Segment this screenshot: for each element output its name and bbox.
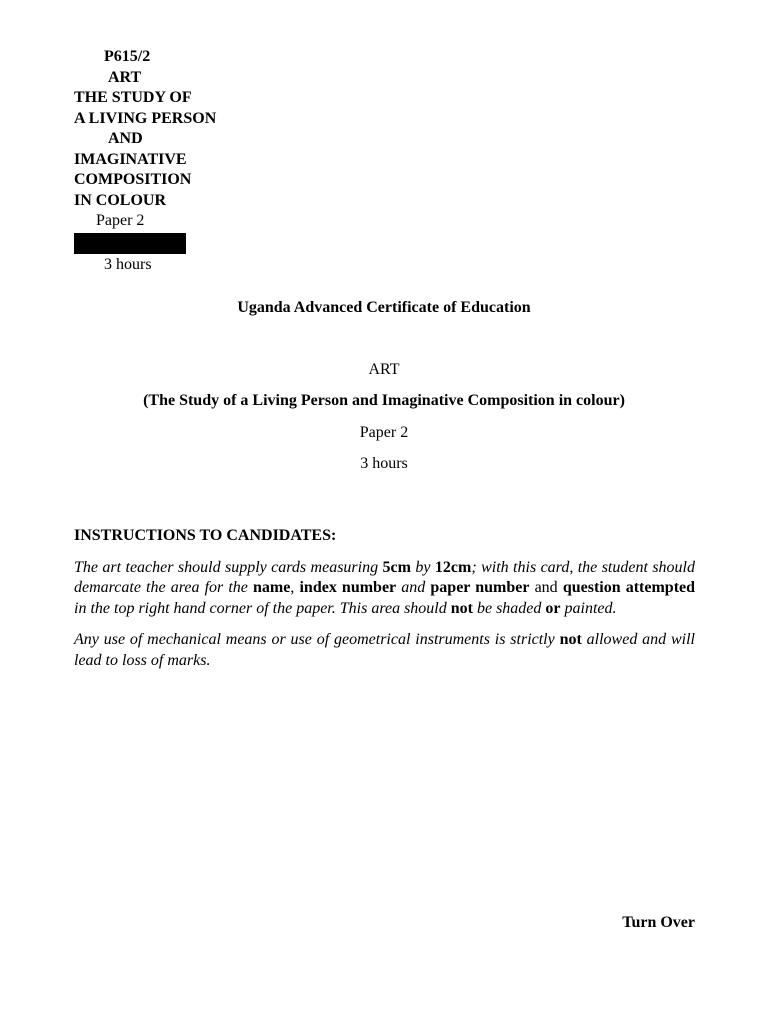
turn-over-label: Turn Over xyxy=(622,914,695,931)
instruction-text: allowed and will lead to loss of marks. xyxy=(74,631,696,669)
instruction-text: The art teacher should supply cards measuring xyxy=(74,558,383,576)
cover-title-line: IMAGINATIVE xyxy=(74,150,187,168)
cover-title-line: IN COLOUR xyxy=(74,191,167,209)
instruction-text: in the top right hand corner of the paper. This area should xyxy=(74,599,451,617)
instruction-emphasis: question attempted xyxy=(562,579,696,596)
instruction-text: and xyxy=(534,579,558,596)
instructions-heading: INSTRUCTIONS TO CANDIDATES: xyxy=(74,527,337,544)
instruction-text: by xyxy=(410,558,435,576)
main-duration: 3 hours xyxy=(360,455,408,472)
instruction-emphasis: 12cm xyxy=(434,558,472,576)
instruction-emphasis: index number xyxy=(299,579,397,596)
instruction-emphasis: not xyxy=(450,599,473,617)
cover-title-line: THE STUDY OF xyxy=(74,89,192,106)
cover-title-line: COMPOSITION xyxy=(74,171,192,188)
cover-paper: Paper 2 xyxy=(96,212,145,229)
instruction-text: , xyxy=(290,579,300,596)
instruction-text: be shaded xyxy=(472,599,546,617)
instruction-emphasis: or xyxy=(545,599,561,617)
cover-title-line: AND xyxy=(108,130,143,147)
main-paper: Paper 2 xyxy=(359,424,409,441)
instruction-text: and xyxy=(396,579,431,596)
cover-duration: 3 hours xyxy=(104,255,152,273)
instruction-emphasis: not xyxy=(559,631,582,648)
instruction-text: ; with this card, the student should demarcate the area for the xyxy=(74,558,695,596)
instructions-section xyxy=(74,526,695,671)
instruction-text: Any use of mechanical means or use of geometrical instruments is strictly xyxy=(74,631,560,648)
main-subtitle: (The Study of a Living Person and Imaginative Composition in colour) xyxy=(143,392,625,409)
instruction-paragraph xyxy=(74,558,695,620)
cover-subject: ART xyxy=(108,68,142,86)
cover-header xyxy=(74,47,294,275)
instruction-text: painted. xyxy=(560,599,617,617)
instruction-paragraph xyxy=(74,630,695,671)
main-subject: ART xyxy=(368,361,400,378)
instruction-emphasis: 5cm xyxy=(382,558,411,576)
redaction-bar xyxy=(283,328,485,349)
instruction-emphasis: paper number xyxy=(430,579,530,596)
cover-title-line: A LIVING PERSON xyxy=(74,109,217,127)
paper-code: P615/2 xyxy=(104,48,151,65)
board-title: Uganda Advanced Certificate of Education xyxy=(237,299,531,316)
instruction-emphasis: name xyxy=(253,579,291,596)
redaction-bar xyxy=(74,233,186,254)
